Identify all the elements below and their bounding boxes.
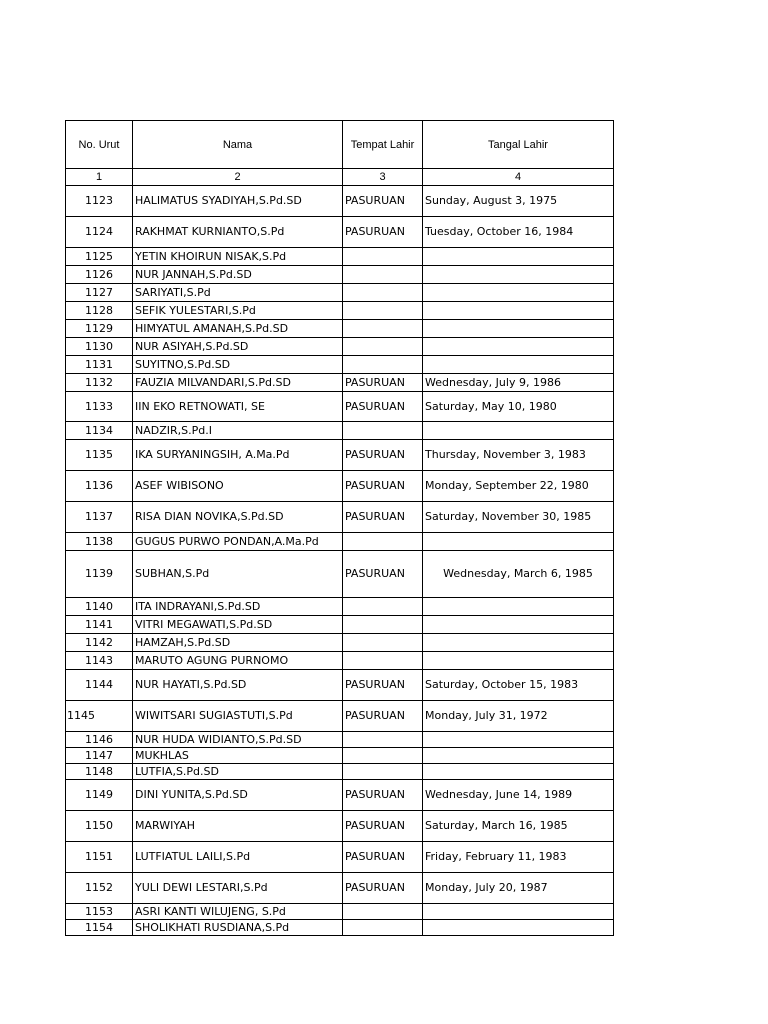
cell-nama: YULI DEWI LESTARI,S.Pd [133,873,343,904]
cell-nama: DINI YUNITA,S.Pd.SD [133,780,343,811]
table-row [66,533,614,551]
cell-tempat-lahir: PASURUAN [343,701,423,732]
cell-nama: SHOLIKHATI RUSDIANA,S.Pd [133,920,343,936]
cell-tanggal-lahir [423,904,614,920]
cell-tanggal-lahir: Sunday, August 3, 1975 [423,186,614,217]
table-row [66,780,614,811]
cell-no-urut: 1133 [66,392,133,422]
cell-tempat-lahir [343,598,423,616]
table-row [66,670,614,701]
cell-tempat-lahir [343,302,423,320]
cell-tempat-lahir [343,764,423,780]
cell-nama: HAMZAH,S.Pd.SD [133,634,343,652]
cell-nama: ASEF WIBISONO [133,471,343,502]
cell-nama: VITRI MEGAWATI,S.Pd.SD [133,616,343,634]
cell-tanggal-lahir [423,356,614,374]
cell-no-urut: 1132 [66,374,133,392]
cell-nama: SARIYATI,S.Pd [133,284,343,302]
cell-no-urut: 1130 [66,338,133,356]
header-tanggal-lahir: Tangal Lahir [423,121,614,169]
cell-nama: MUKHLAS [133,748,343,764]
cell-no-urut: 1127 [66,284,133,302]
header-row [66,121,614,169]
cell-tempat-lahir [343,652,423,670]
cell-no-urut: 1154 [66,920,133,936]
cell-tempat-lahir [343,533,423,551]
table-row [66,732,614,748]
table-row [66,842,614,873]
cell-nama: YETIN KHOIRUN NISAK,S.Pd [133,248,343,266]
header-nama: Nama [133,121,343,169]
cell-tempat-lahir [343,904,423,920]
table-row [66,634,614,652]
table-row [66,551,614,598]
cell-tanggal-lahir [423,764,614,780]
cell-tempat-lahir: PASURUAN [343,502,423,533]
table-row [66,266,614,284]
cell-no-urut: 1153 [66,904,133,920]
table-row [66,217,614,248]
cell-no-urut: 1147 [66,748,133,764]
cell-nama: SUYITNO,S.Pd.SD [133,356,343,374]
cell-tanggal-lahir: Tuesday, October 16, 1984 [423,217,614,248]
cell-tanggal-lahir [423,338,614,356]
cell-tempat-lahir [343,634,423,652]
cell-no-urut: 1131 [66,356,133,374]
cell-no-urut: 1139 [66,551,133,598]
cell-tanggal-lahir: Saturday, March 16, 1985 [423,811,614,842]
cell-no-urut: 1144 [66,670,133,701]
table-row [66,873,614,904]
cell-tempat-lahir: PASURUAN [343,186,423,217]
cell-no-urut: 1137 [66,502,133,533]
cell-no-urut: 1141 [66,616,133,634]
cell-tanggal-lahir [423,920,614,936]
cell-tanggal-lahir [423,533,614,551]
cell-nama: WIWITSARI SUGIASTUTI,S.Pd [133,701,343,732]
cell-tempat-lahir: PASURUAN [343,392,423,422]
table-row [66,320,614,338]
cell-tempat-lahir: PASURUAN [343,873,423,904]
cell-tanggal-lahir: Thursday, November 3, 1983 [423,440,614,471]
cell-tanggal-lahir: Wednesday, June 14, 1989 [423,780,614,811]
cell-tanggal-lahir: Wednesday, March 6, 1985 [423,551,614,598]
cell-tanggal-lahir: Saturday, May 10, 1980 [423,392,614,422]
cell-tempat-lahir [343,356,423,374]
cell-tanggal-lahir [423,302,614,320]
cell-tanggal-lahir [423,320,614,338]
cell-nama: SEFIK YULESTARI,S.Pd [133,302,343,320]
table-row [66,440,614,471]
column-number-4: 4 [423,169,614,186]
cell-tanggal-lahir [423,422,614,440]
cell-nama: SUBHAN,S.Pd [133,551,343,598]
cell-tanggal-lahir [423,652,614,670]
cell-no-urut: 1142 [66,634,133,652]
cell-tempat-lahir: PASURUAN [343,471,423,502]
cell-no-urut: 1135 [66,440,133,471]
cell-tempat-lahir: PASURUAN [343,217,423,248]
table-row [66,616,614,634]
cell-tempat-lahir [343,266,423,284]
cell-tempat-lahir [343,422,423,440]
cell-tanggal-lahir [423,598,614,616]
table-row [66,904,614,920]
cell-no-urut: 1128 [66,302,133,320]
cell-no-urut: 1123 [66,186,133,217]
cell-no-urut: 1124 [66,217,133,248]
cell-nama: NUR HAYATI,S.Pd.SD [133,670,343,701]
cell-tempat-lahir: PASURUAN [343,842,423,873]
table-row [66,652,614,670]
employee-table [65,120,614,936]
cell-tempat-lahir [343,616,423,634]
cell-tempat-lahir [343,284,423,302]
cell-no-urut: 1149 [66,780,133,811]
cell-nama: LUTFIA,S.Pd.SD [133,764,343,780]
table-row [66,748,614,764]
table-row [66,186,614,217]
cell-nama: RAKHMAT KURNIANTO,S.Pd [133,217,343,248]
cell-nama: NUR HUDA WIDIANTO,S.Pd.SD [133,732,343,748]
cell-nama: FAUZIA MILVANDARI,S.Pd.SD [133,374,343,392]
cell-tanggal-lahir [423,284,614,302]
cell-no-urut: 1146 [66,732,133,748]
cell-tanggal-lahir [423,266,614,284]
cell-no-urut: 1129 [66,320,133,338]
cell-no-urut: 1138 [66,533,133,551]
cell-no-urut: 1150 [66,811,133,842]
cell-nama: IIN EKO RETNOWATI, SE [133,392,343,422]
cell-nama: ITA INDRAYANI,S.Pd.SD [133,598,343,616]
table-body [66,186,614,936]
cell-tanggal-lahir: Friday, February 11, 1983 [423,842,614,873]
table-row [66,356,614,374]
cell-no-urut: 1140 [66,598,133,616]
cell-nama: MARWIYAH [133,811,343,842]
cell-nama: MARUTO AGUNG PURNOMO [133,652,343,670]
table-row [66,422,614,440]
cell-tanggal-lahir: Monday, September 22, 1980 [423,471,614,502]
cell-no-urut: 1125 [66,248,133,266]
cell-no-urut: 1143 [66,652,133,670]
cell-tanggal-lahir: Monday, July 20, 1987 [423,873,614,904]
cell-tempat-lahir: PASURUAN [343,811,423,842]
cell-no-urut: 1134 [66,422,133,440]
table-row [66,302,614,320]
cell-tanggal-lahir [423,634,614,652]
cell-no-urut: 1152 [66,873,133,904]
cell-tempat-lahir [343,248,423,266]
cell-nama: NUR ASIYAH,S.Pd.SD [133,338,343,356]
table-row [66,811,614,842]
cell-nama: ASRI KANTI WILUJENG, S.Pd [133,904,343,920]
cell-tempat-lahir: PASURUAN [343,374,423,392]
cell-tempat-lahir [343,338,423,356]
cell-tempat-lahir [343,748,423,764]
table-row [66,920,614,936]
cell-tanggal-lahir [423,748,614,764]
cell-nama: HALIMATUS SYADIYAH,S.Pd.SD [133,186,343,217]
cell-nama: GUGUS PURWO PONDAN,A.Ma.Pd [133,533,343,551]
cell-nama: HIMYATUL AMANAH,S.Pd.SD [133,320,343,338]
cell-tanggal-lahir [423,248,614,266]
column-number-1: 1 [66,169,133,186]
cell-tanggal-lahir [423,732,614,748]
cell-tempat-lahir [343,920,423,936]
cell-nama: NADZIR,S.Pd.I [133,422,343,440]
cell-no-urut: 1151 [66,842,133,873]
cell-nama: NUR JANNAH,S.Pd.SD [133,266,343,284]
table-row [66,248,614,266]
cell-tempat-lahir [343,732,423,748]
header-tempat-lahir: Tempat Lahir [343,121,423,169]
cell-no-urut: 1136 [66,471,133,502]
cell-tanggal-lahir: Saturday, October 15, 1983 [423,670,614,701]
cell-nama: IKA SURYANINGSIH, A.Ma.Pd [133,440,343,471]
header-no-urut: No. Urut [66,121,133,169]
cell-tempat-lahir: PASURUAN [343,440,423,471]
cell-tanggal-lahir: Wednesday, July 9, 1986 [423,374,614,392]
table-row [66,392,614,422]
cell-no-urut: 1126 [66,266,133,284]
cell-nama: LUTFIATUL LAILI,S.Pd [133,842,343,873]
cell-tempat-lahir: PASURUAN [343,780,423,811]
table-row [66,374,614,392]
cell-tanggal-lahir [423,616,614,634]
table-row [66,284,614,302]
cell-nama: RISA DIAN NOVIKA,S.Pd.SD [133,502,343,533]
column-number-row [66,169,614,186]
cell-no-urut: 1145 [66,701,133,732]
table-row [66,471,614,502]
table-row [66,764,614,780]
cell-no-urut: 1148 [66,764,133,780]
table-row [66,701,614,732]
column-number-2: 2 [133,169,343,186]
table-row [66,502,614,533]
table-row [66,598,614,616]
cell-tempat-lahir [343,320,423,338]
column-number-3: 3 [343,169,423,186]
table-row [66,338,614,356]
cell-tempat-lahir: PASURUAN [343,551,423,598]
cell-tanggal-lahir: Monday, July 31, 1972 [423,701,614,732]
cell-tempat-lahir: PASURUAN [343,670,423,701]
cell-tanggal-lahir: Saturday, November 30, 1985 [423,502,614,533]
